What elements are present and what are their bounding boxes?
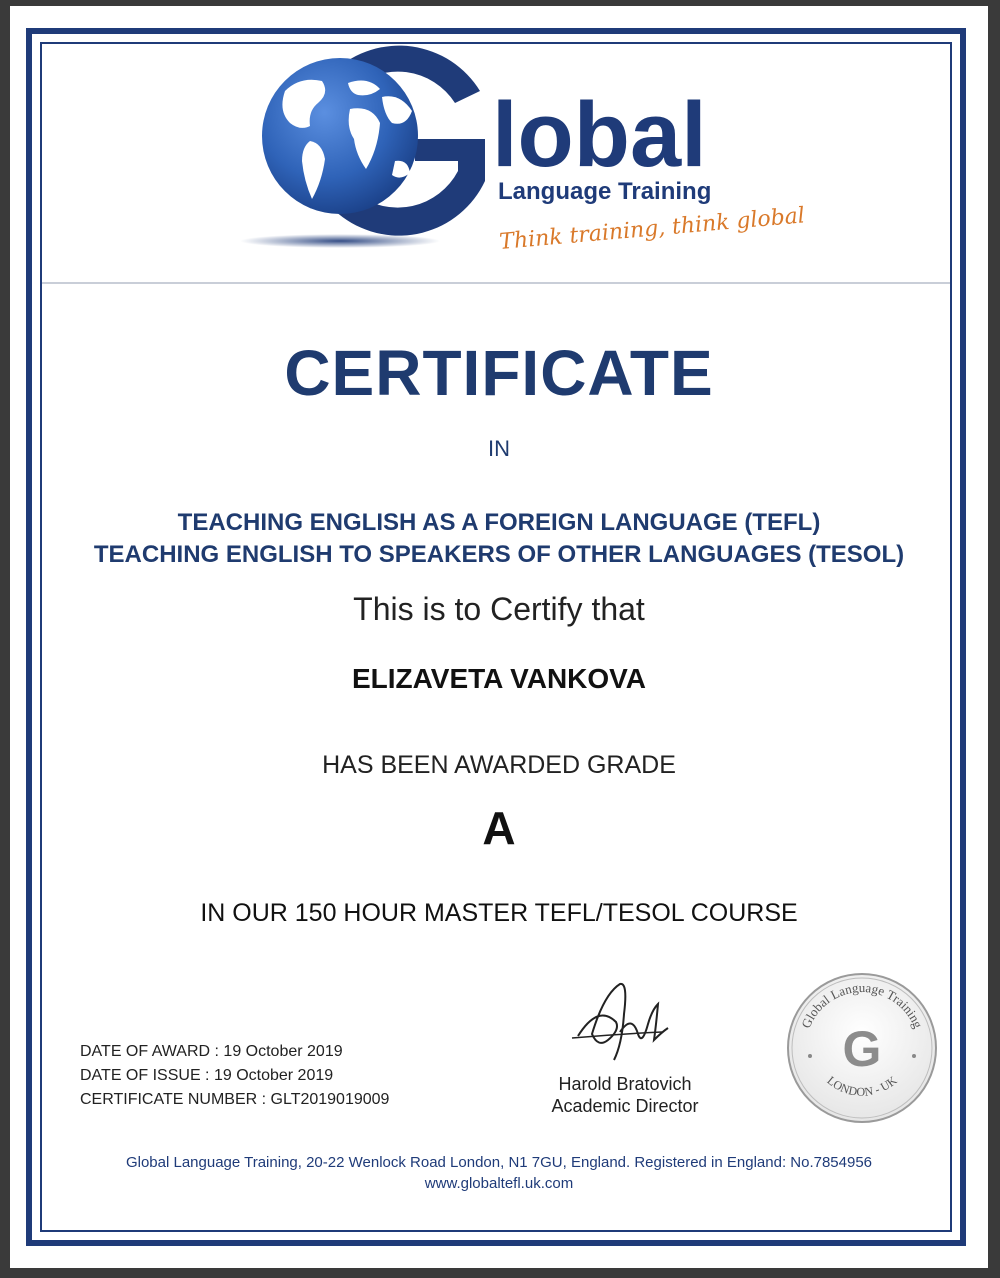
signer-name: Harold Bratovich (558, 1074, 692, 1094)
course-title-tefl: TEACHING ENGLISH AS A FOREIGN LANGUAGE (TEFL) (177, 509, 821, 536)
footer-website[interactable]: www.globaltefl.uk.com (424, 1175, 574, 1192)
signer-block (515, 1073, 735, 1117)
globe-g-icon (262, 58, 418, 214)
svg-text:Global Language Training: Global Language Training (798, 979, 926, 1031)
certify-statement: This is to Certify that (353, 591, 645, 627)
certificate-in-label: IN (488, 436, 510, 461)
awarded-statement: HAS BEEN AWARDED GRADE (322, 751, 676, 779)
grade-value: A (482, 802, 516, 854)
certificate-details (80, 1040, 389, 1112)
certificate-number: CERTIFICATE NUMBER : GLT2019019009 (80, 1091, 390, 1108)
signature-icon (558, 974, 678, 1064)
svg-text:G: G (842, 1021, 882, 1077)
date-of-award: DATE OF AWARD : 19 October 2019 (80, 1043, 343, 1060)
global-language-training-logo (230, 31, 806, 261)
svg-text:LONDON - UK: LONDON - UK (824, 1073, 900, 1099)
seal-stamp-icon (782, 968, 942, 1128)
course-statement: IN OUR 150 HOUR MASTER TEFL/TESOL COURSE (200, 899, 798, 927)
footer-address: Global Language Training, 20-22 Wenlock Road London, N1 7GU, England. Registered in England: No.7854956 (125, 1154, 873, 1171)
certificate-title: CERTIFICATE (284, 337, 714, 409)
date-of-issue: DATE OF ISSUE : 19 October 2019 (80, 1067, 334, 1084)
certificate-sheet (10, 6, 988, 1268)
recipient-name: ELIZAVETA VANKOVA (352, 663, 646, 694)
logo-brand-word: lobal (492, 84, 707, 186)
logo-tagline: Think training, think global (498, 203, 806, 255)
logo-shadow (240, 234, 440, 248)
logo-brand-subtitle: Language Training (498, 178, 712, 205)
course-title-tesol: TEACHING ENGLISH TO SPEAKERS OF OTHER LANGUAGES (TESOL) (93, 541, 905, 568)
signer-title: Academic Director (551, 1096, 699, 1116)
